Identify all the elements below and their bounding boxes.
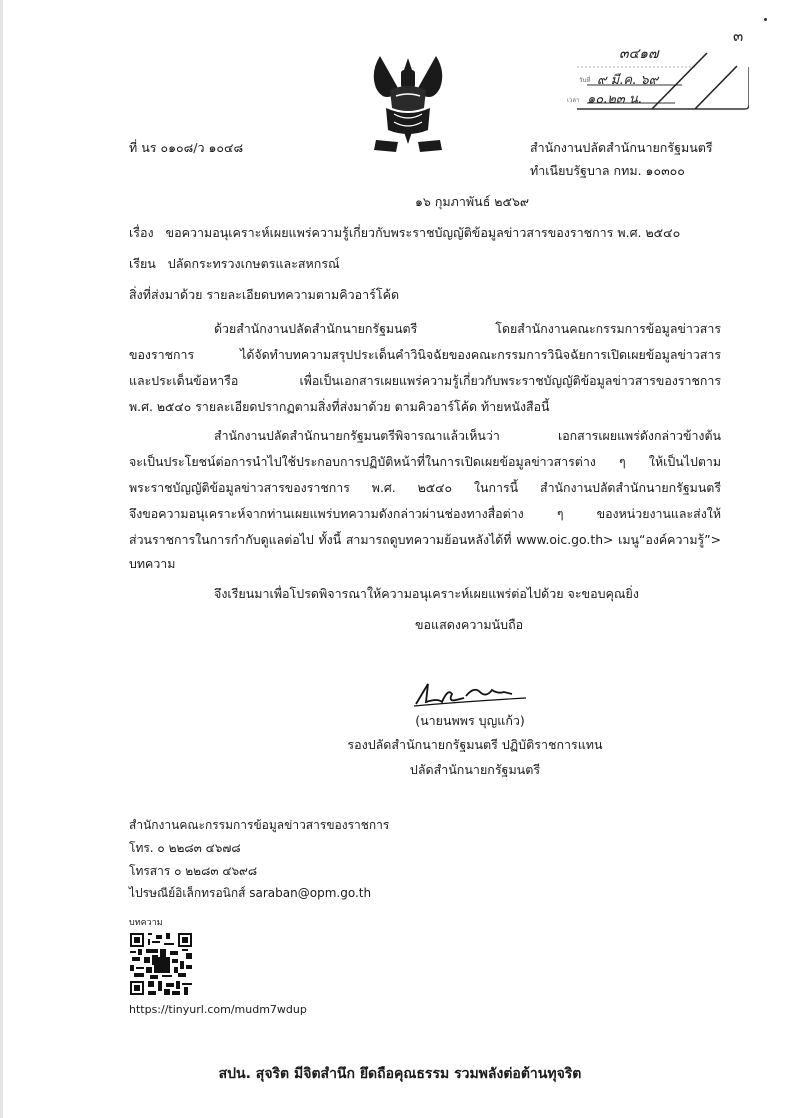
enclosure-text: รายละเอียดบทความตามคิวอาร์โค้ด (206, 287, 400, 302)
signatory-name: (นายนพพร บุญแก้ว) (415, 713, 525, 728)
signatory-position-line2: ปลัดสำนักนายกรัฐมนตรี (409, 762, 541, 777)
closing-paragraph: จึงเรียนมาเพื่อโปรดพิจารณาให้ความอนุเคราะห์เผยแพร่ต่อไปด้วย จะขอบคุณยิ่ง (214, 586, 639, 601)
stamp-date-label: วันที่ (579, 77, 591, 84)
paragraph2-line: ส่วนราชการในการกำกับดูแลต่อไป ทั้งนี้ สามารถดูบทความย้อนหลังได้ที่ www.oic.go.th> เมนู“องค์ความรู้”> (129, 532, 721, 547)
enclosure-row (129, 287, 399, 303)
to-label: เรียน (129, 256, 156, 271)
letter-date: ๑๖ กุมภาพันธ์ ๒๕๖๙ (415, 194, 530, 209)
page-number-mark: ๓ (733, 27, 744, 45)
paragraph1-line: ของราชการ ได้จัดทำบทความสรุปประเด็นคำวินิจฉัยของคณะกรรมการวินิจฉัยการเปิดเผยข้อมูลข่าวสาร (129, 347, 721, 362)
footer-motto: สปน. สุจริต มีจิตสำนึก ยึดถือคุณธรรม รวมพลังต่อต้านทุจริต (218, 1066, 582, 1082)
sender-office-line2: ทำเนียบรัฐบาล กทม. ๑๐๓๐๐ (530, 163, 685, 178)
paragraph2-line: จึงขอความอนุเคราะห์จากท่านเผยแพร่บทความดังกล่าวผ่านช่องทางสื่อต่าง ๆ ของหน่วยงานและส่งให้ (129, 506, 721, 521)
to-row (129, 256, 340, 272)
qr-url-link[interactable]: https://tinyurl.com/mudm7wdup (129, 1003, 307, 1016)
qr-label: บทความ (129, 918, 163, 928)
signatory-position-line1: รองปลัดสำนักนายกรัฐมนตรี ปฏิบัติราชการแทน (347, 737, 603, 752)
sender-office-line1: สำนักงานปลัดสำนักนายกรัฐมนตรี (530, 140, 713, 155)
scan-edge (0, 0, 3, 1118)
to-text: ปลัดกระทรวงเกษตรและสหกรณ์ (167, 256, 340, 271)
garuda-emblem-icon (368, 52, 448, 156)
paragraph1-line: และประเด็นข้อหารือ เพื่อเป็นเอกสารเผยแพร่ความรู้เกี่ยวกับพระราชบัญญัติข้อมูลข่าวสารของราชการ (129, 373, 721, 388)
reference-number: ที่ นร ๐๑๐๘/ว ๑๐๔๘ (129, 140, 244, 155)
paragraph2-line: สำนักงานปลัดสำนักนายกรัฐมนตรีพิจารณาแล้วเห็นว่า เอกสารเผยแพร่ดังกล่าวข้างต้น (214, 428, 721, 443)
contact-phone: โทร. ๐ ๒๒๘๓ ๔๖๗๘ (129, 841, 241, 855)
scan-dot (764, 18, 767, 21)
subject-label: เรื่อง (129, 225, 154, 240)
complimentary-close: ขอแสดงความนับถือ (415, 617, 524, 632)
subject-row (129, 225, 680, 241)
enclosure-label: สิ่งที่ส่งมาด้วย (129, 287, 203, 302)
contact-fax: โทรสาร ๐ ๒๒๘๓ ๔๖๙๘ (129, 864, 258, 878)
contact-office: สำนักงานคณะกรรมการข้อมูลข่าวสารของราชการ (129, 818, 390, 832)
contact-email: ไปรษณีย์อิเล็กทรอนิกส์ saraban@opm.go.th (129, 886, 372, 900)
stamp-date-value: ๙ มี.ค. ๖๙ (597, 73, 659, 88)
paragraph1-line: พ.ศ. ๒๕๔๐ รายละเอียดปรากฏตามสิ่งที่ส่งมาด้วย ตามคิวอาร์โค้ด ท้ายหนังสือนี้ (129, 399, 550, 414)
subject-text: ขอความอนุเคราะห์เผยแพร่ความรู้เกี่ยวกับพระราชบัญญัติข้อมูลข่าวสารของราชการ พ.ศ. ๒๕๔๐ (165, 225, 681, 240)
receipt-stamp (557, 33, 749, 113)
handwritten-signature-icon (408, 680, 528, 710)
paragraph2-line: พระราชบัญญัติข้อมูลข่าวสารของราชการ พ.ศ. ๒๕๔๐ ในการนี้ สำนักงานปลัดสำนักนายกรัฐมนตรี (129, 480, 721, 495)
receipt-number: ๓๔๑๗ (619, 46, 659, 62)
qr-code-icon[interactable] (130, 933, 192, 995)
paragraph1-line: ด้วยสำนักงานปลัดสำนักนายกรัฐมนตรี โดยสำนักงานคณะกรรมการข้อมูลข่าวสาร (214, 321, 721, 336)
paragraph2-line: บทความ (129, 556, 176, 571)
paragraph2-line: จะเป็นประโยชน์ต่อการนำไปใช้ประกอบการปฏิบัติหน้าที่ในการเปิดเผยข้อมูลข่าวสารต่าง ๆ ให้เป็นไปตาม (129, 454, 721, 469)
stamp-time-label: เวลา (567, 97, 580, 104)
stamp-time-value: ๑๐.๒๓ น. (587, 92, 642, 107)
